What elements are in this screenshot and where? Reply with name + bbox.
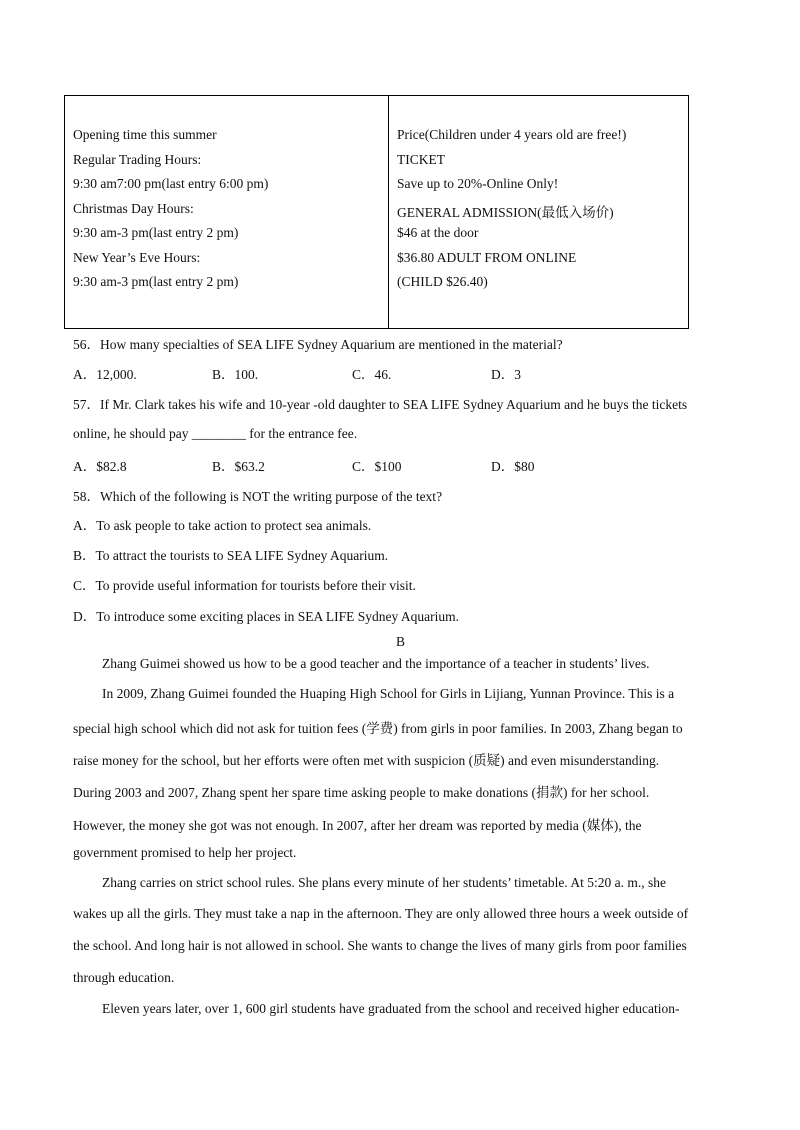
q58-option-b: B．To attract the tourists to SEA LIFE Sydney Aquarium.: [73, 548, 389, 563]
passage-line: Zhang Guimei showed us how to be a good teacher and the importance of a teacher in students’ lives.: [102, 656, 650, 671]
q57-option-b: B．$63.2: [212, 459, 265, 474]
passage-line: through education.: [73, 970, 175, 985]
q57-option-d: D．$80: [491, 459, 535, 474]
question-57-stem-line1: 57．If Mr. Clark takes his wife and 10-year -old daughter to SEA LIFE Sydney Aquarium and he buys the tickets: [73, 397, 688, 412]
price-line: (CHILD $26.40): [397, 274, 488, 289]
price-line: $36.80 ADULT FROM ONLINE: [397, 250, 577, 265]
opening-hours-line: New Year’s Eve Hours:: [73, 250, 201, 265]
passage-line: Zhang carries on strict school rules. She plans every minute of her students’ timetable. At 5:20 a. m., she: [102, 875, 666, 890]
q57-option-a: A．$82.8: [73, 459, 127, 474]
passage-line: raise money for the school, but her efforts were often met with suspicion (质疑) and even misunderstanding.: [73, 753, 660, 768]
passage-line: government promised to help her project.: [73, 845, 297, 860]
opening-hours-line: Christmas Day Hours:: [73, 201, 194, 216]
price-line: GENERAL ADMISSION(最低入场价): [397, 205, 614, 220]
q56-option-c: C．46.: [352, 367, 392, 382]
question-56-stem: 56．How many specialties of SEA LIFE Sydney Aquarium are mentioned in the material?: [73, 337, 563, 352]
question-58-stem: 58．Which of the following is NOT the writing purpose of the text?: [73, 489, 443, 504]
price-line: $46 at the door: [397, 225, 479, 240]
price-line: Save up to 20%-Online Only!: [397, 176, 559, 191]
passage-line: the school. And long hair is not allowed in school. She wants to change the lives of many girls from poor families: [73, 938, 687, 953]
opening-hours-line: Opening time this summer: [73, 127, 217, 142]
passage-line: In 2009, Zhang Guimei founded the Huaping High School for Girls in Lijiang, Yunnan Province. This is a: [102, 686, 675, 701]
info-table: [64, 95, 689, 329]
opening-hours-line: 9:30 am7:00 pm(last entry 6:00 pm): [73, 176, 269, 191]
q56-option-d: D．3: [491, 367, 521, 382]
q56-option-b: B．100.: [212, 367, 259, 382]
passage-line: special high school which did not ask for tuition fees (学费) from girls in poor families. In 2003, Zhang began to: [73, 721, 683, 736]
opening-hours-cell: [65, 96, 389, 328]
opening-hours-line: 9:30 am-3 pm(last entry 2 pm): [73, 274, 239, 289]
q58-option-c: C．To provide useful information for tourists before their visit.: [73, 578, 416, 593]
passage-line: However, the money she got was not enough. In 2007, after her dream was reported by media (媒体), the: [73, 818, 642, 833]
price-cell: [389, 96, 688, 328]
section-b-heading: B: [396, 634, 406, 649]
passage-line: During 2003 and 2007, Zhang spent her spare time asking people to make donations (捐款) for her school.: [73, 785, 650, 800]
question-57-stem-line2: online, he should pay ________ for the entrance fee.: [73, 426, 358, 441]
opening-hours-line: 9:30 am-3 pm(last entry 2 pm): [73, 225, 239, 240]
price-line: TICKET: [397, 152, 445, 167]
q56-option-a: A．12,000.: [73, 367, 137, 382]
q58-option-d: D．To introduce some exciting places in SEA LIFE Sydney Aquarium.: [73, 609, 459, 624]
q57-option-c: C．$100: [352, 459, 402, 474]
opening-hours-line: Regular Trading Hours:: [73, 152, 202, 167]
passage-line: Eleven years later, over 1, 600 girl students have graduated from the school and received higher education-: [102, 1001, 680, 1016]
q58-option-a: A．To ask people to take action to protect sea animals.: [73, 518, 372, 533]
passage-line: wakes up all the girls. They must take a nap in the afternoon. They are only allowed three hours a week outside of: [73, 906, 689, 921]
price-line: Price(Children under 4 years old are free!): [397, 127, 627, 142]
